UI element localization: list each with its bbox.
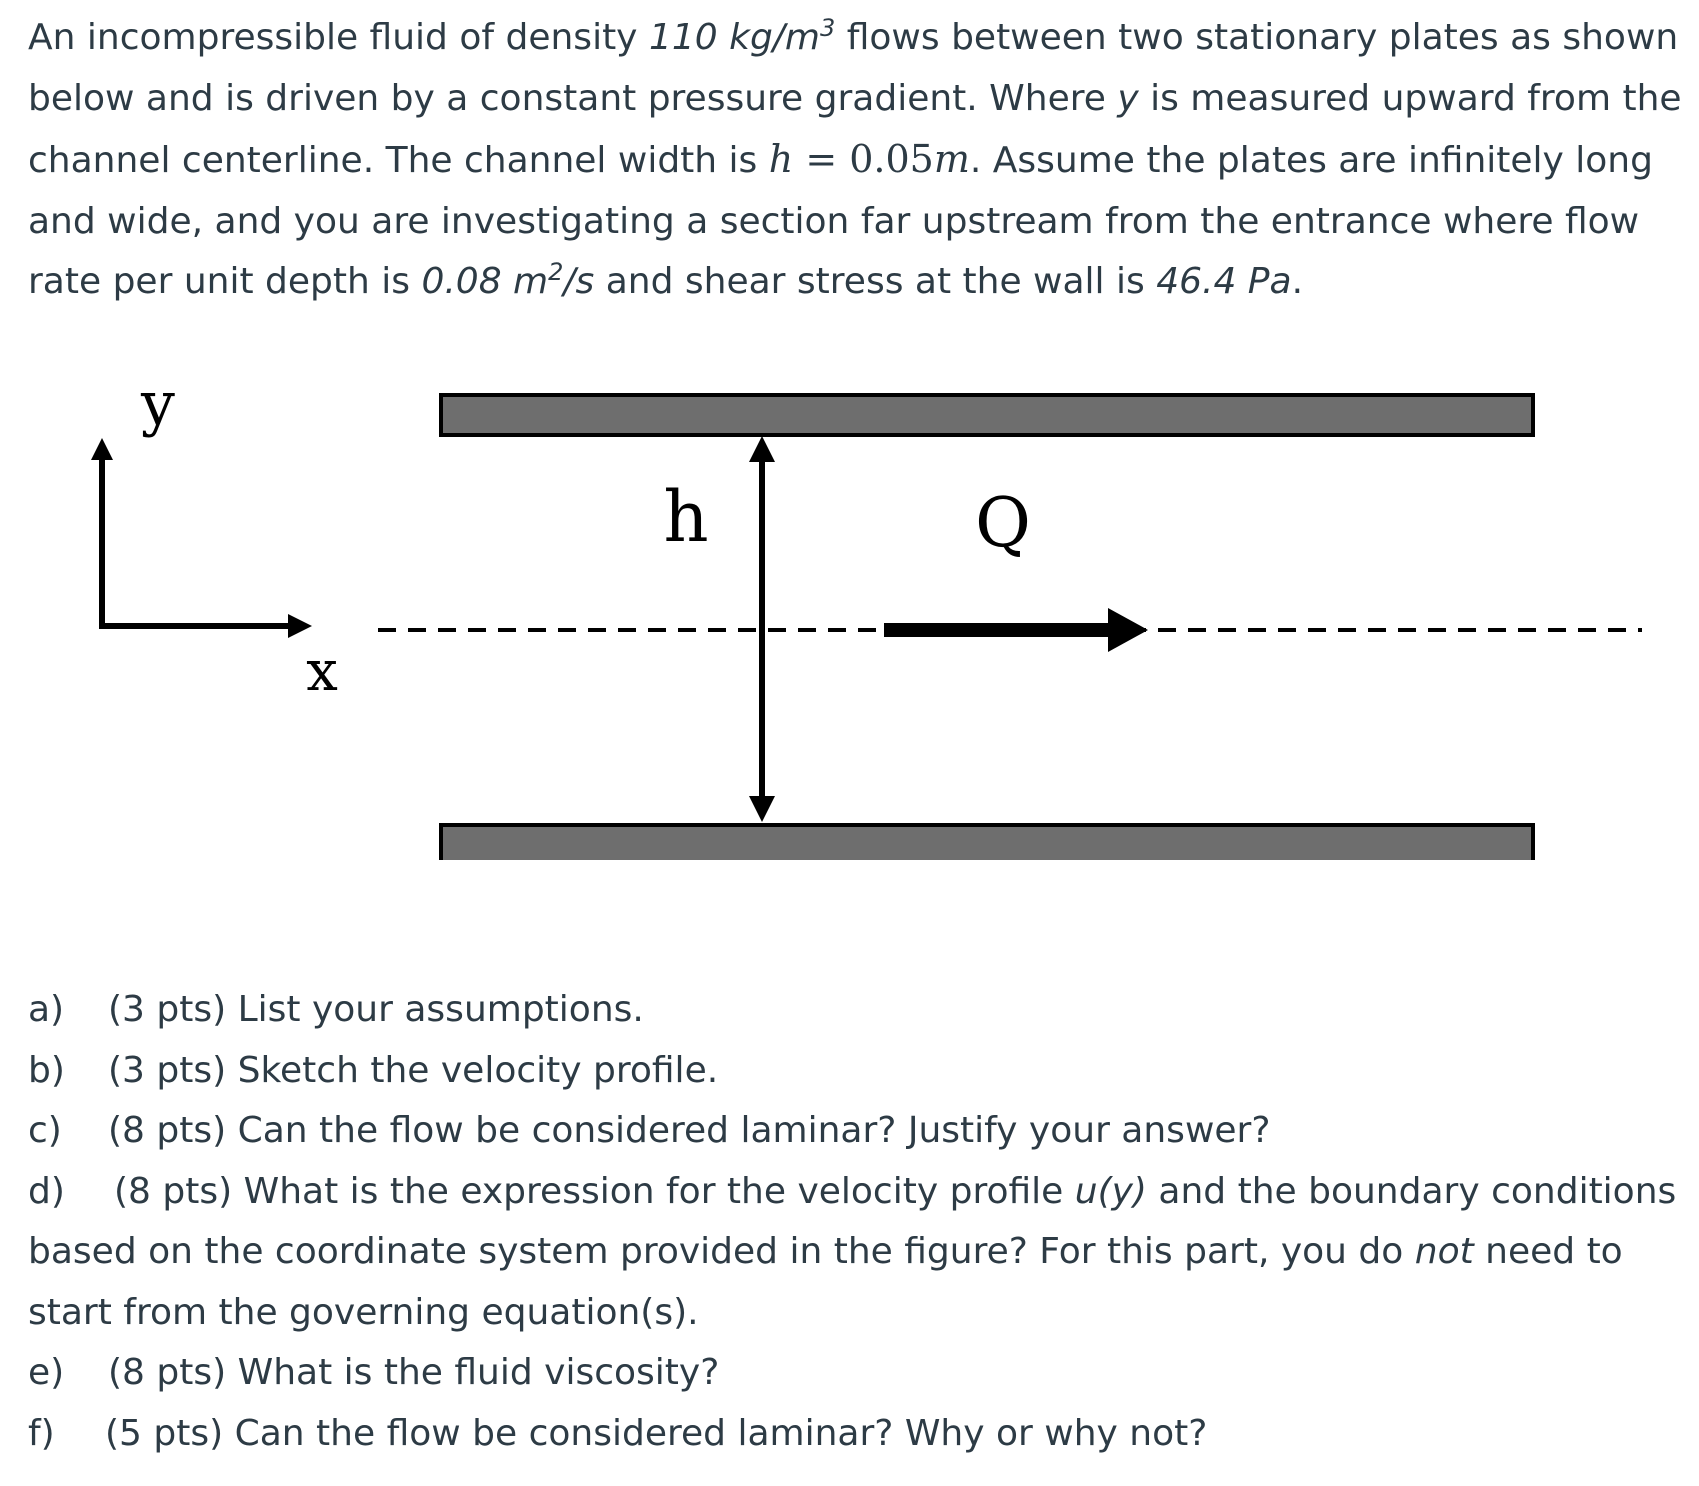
y-axis-arrowhead xyxy=(91,438,113,460)
problem-statement xyxy=(28,8,1688,313)
question-text: (8 pts) What is the fluid viscosity? xyxy=(108,1352,720,1393)
density-exponent: 3 xyxy=(820,14,836,42)
question-text: (5 pts) Can the flow be considered laminar? Why or why not? xyxy=(105,1412,1208,1454)
h-value: 0.05 xyxy=(849,137,934,181)
intro-text-2: flows between two stationary plates as shown below and is driven by a constant pressure gradient. Where xyxy=(28,17,1679,119)
question-b xyxy=(28,1041,1688,1102)
h-unit: m xyxy=(933,137,970,181)
down-arrowhead xyxy=(749,796,775,822)
question-letter: f) xyxy=(28,1412,55,1454)
y-variable: y xyxy=(1117,77,1139,119)
question-letter: c) xyxy=(28,1110,62,1151)
x-axis-arrowhead xyxy=(288,614,312,638)
question-letter: e) xyxy=(28,1352,65,1393)
intro-text-5: and shear stress at the wall is xyxy=(594,261,1157,302)
question-f xyxy=(28,1404,1688,1465)
question-c xyxy=(28,1101,1688,1162)
intro-text-6: . xyxy=(1291,261,1304,302)
shear-stress-value: 46.4 Pa xyxy=(1156,261,1292,302)
question-text-2: and the boundary conditions based on the coordinate system provided in the figure? For this part, you do xyxy=(28,1170,1677,1272)
question-text-3: need to start from the governing equation(s). xyxy=(28,1231,1623,1333)
question-text-1: (8 pts) What is the expression for the velocity profile xyxy=(114,1170,1075,1212)
channel-width-equation xyxy=(769,137,970,181)
question-text: (3 pts) Sketch the velocity profile. xyxy=(108,1049,719,1091)
coordinate-axes xyxy=(91,370,338,704)
flow-rate-arrow xyxy=(884,484,1148,652)
flow-rate-value: 0.08 $m^2/s$ xyxy=(421,258,595,302)
flow-rate-exponent: 2 xyxy=(548,258,564,286)
flow-rate-label: Q xyxy=(975,484,1031,563)
intro-text-3: is measured upward from the channel centerline. The channel width is xyxy=(28,77,1682,181)
question-letter: a) xyxy=(28,989,65,1030)
up-arrowhead xyxy=(749,436,775,462)
h-equals: = xyxy=(793,137,850,181)
question-letter: d) xyxy=(28,1170,65,1212)
question-text: (3 pts) List your assumptions. xyxy=(108,989,644,1030)
bottom-plate xyxy=(441,825,1533,865)
question-list xyxy=(28,980,1688,1464)
top-plate xyxy=(441,395,1533,435)
y-axis-label: y xyxy=(141,370,175,439)
density-value: 110 $kg/m^3$ xyxy=(648,14,836,58)
intro-text-4: . Assume the plates are infinitely long and wide, and you are investigating a section far upstream from the entrance where flow rate per unit depth is xyxy=(28,140,1653,302)
intro-text-1: An incompressible fluid of density xyxy=(28,17,649,58)
velocity-function: u(y) xyxy=(1074,1170,1147,1212)
question-text: (8 pts) Can the flow be considered laminar? Justify your answer? xyxy=(108,1110,1271,1151)
question-d xyxy=(28,1162,1688,1344)
x-axis-label: x xyxy=(306,639,338,704)
emphasis-not: not xyxy=(1414,1231,1474,1272)
question-a xyxy=(28,980,1688,1041)
question-letter: b) xyxy=(28,1049,65,1091)
h-symbol: h xyxy=(768,137,794,181)
question-e xyxy=(28,1343,1688,1404)
flow-arrowhead xyxy=(1108,608,1148,652)
channel-flow-figure xyxy=(0,370,1699,890)
height-label: h xyxy=(663,476,709,558)
